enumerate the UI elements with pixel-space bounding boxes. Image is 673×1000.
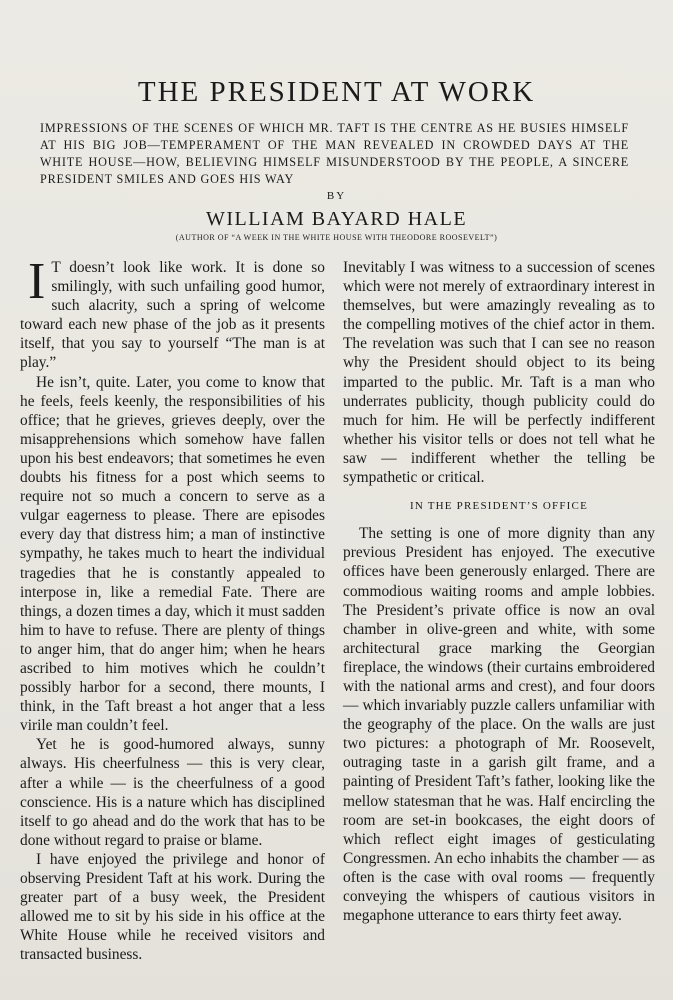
- right-column: [343, 258, 655, 925]
- paragraph: Yet he is good-humored always, sunny always. His cheerfulness — this is very clear, after a while — is the cheerfulness of a good conscience. His is a nature which has disciplined itself to go ahead and do the work that has to be done without regard to praise or blame.: [20, 736, 325, 849]
- author-note: (AUTHOR OF “A WEEK IN THE WHITE HOUSE WITH THEODORE ROOSEVELT”): [175, 233, 498, 242]
- paragraph: Inevitably I was witness to a succession of scenes which were not merely of extraordinary interest in themselves, but were amazingly revealing as to the compelling motives of the chief actor in them. The revelation was such that I can see no reason why the President should object to its being imparted to the public. Mr. Taft is a man who underrates publicity, though publicity could do much for him. He will be perfectly indifferent whether his visitor tells or does not tell what he saw — indifferent whether the telling be sympathetic or critical.: [343, 259, 655, 487]
- byline-label: BY: [326, 190, 347, 202]
- section-heading: IN THE PRESIDENT’S OFFICE: [409, 500, 588, 513]
- paragraph: He isn’t, quite. Later, you come to know that he feels, feels keenly, the responsibilities of his office; that he grieves, grieves deeply, over the misapprehensions which somehow have fallen upon his best endeavors; that sometimes he even doubts his fitness for a post which seems to require not so much a concern to serve as a vulgar eagerness to please. There are episodes every day that distress him; a man of instinctive sympathy, he takes much to heart the individual tragedies that he is constantly appealed to interpose in, like a remedial Fate. There are things, a dozen times a day, which it must sadden him to have to refuse. There are plenty of things to anger him, that do anger him; when he hears ascribed to him motives which he couldn’t possibly harbor for a second, there mounts, I think, in the Taft breast a hot anger that a less virile man couldn’t feel.: [20, 373, 325, 735]
- left-column: [20, 253, 325, 964]
- paragraph: The setting is one of more dignity than any previous President has enjoyed. The executive offices have been generously enlarged. There are commodious waiting rooms and ample lobbies. The President’s private office is now an oval chamber in olive-green and white, with some architectural grace marking the Georgian fireplace, the windows (their curtains embroidered with the national arms and crest), and four doors — which invariably puzzle callers unfamiliar with the geography of the place. On the walls are just two pictures: a photograph of Mr. Roosevelt, outraging taste in a garish gilt frame, and a painting of President Taft’s father, looking like the mellow statesman that he was. Half encircling the room are set-in bookcases, the eight doors of which reflect eight images of gesticulating Congressmen. An echo inhabits the chamber — as often is the case with oval rooms — frequently conveying the whispers of cautious visitors in megaphone utterance to ears thirty feet away.: [343, 525, 655, 925]
- paragraph: [20, 253, 325, 373]
- author-name: WILLIAM BAYARD HALE: [205, 208, 468, 230]
- drop-cap: I: [28, 253, 46, 310]
- article-subtitle: IMPRESSIONS OF THE SCENES OF WHICH MR. TAFT IS THE CENTRE AS HE BUSIES HIMSELF AT HIS BIG JOB—TEMPERAMENT OF THE MAN REVEALED IN CROWDED DAYS AT THE WHITE HOUSE—HOW, BELIEVING HIMSELF MISUNDERSTOOD BY THE PEOPLE, A SINCERE PRESIDENT SMILES AND GOES HIS WAY: [40, 121, 629, 186]
- article-title: THE PRESIDENT AT WORK: [137, 76, 536, 108]
- paragraph: I have enjoyed the privilege and honor of observing President Taft at his work. During the greater part of a busy week, the President allowed me to sit by his side in his office at the White House while he received visitors and transacted business.: [20, 850, 325, 964]
- paragraph-text: T doesn’t look like work. It is done so smilingly, with such unfailing good humor, such alacrity, such a spring of welcome toward each new phase of the job as it presents itself, that you say to yourself “The man is at play.”: [20, 259, 325, 372]
